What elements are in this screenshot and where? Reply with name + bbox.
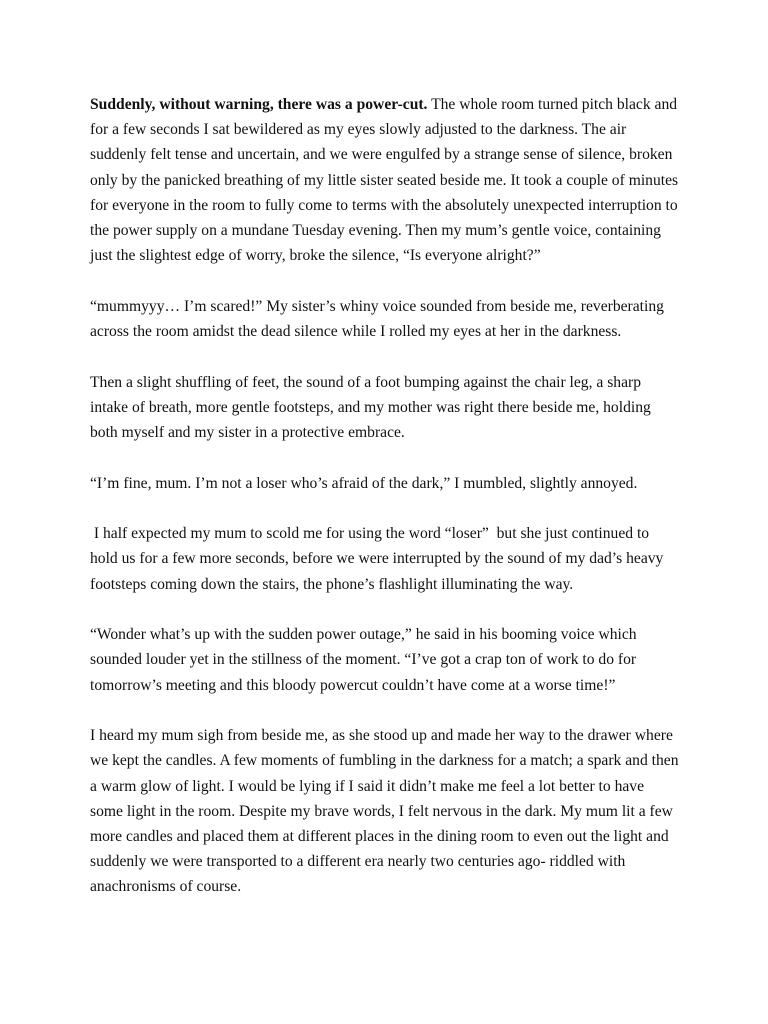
paragraph-6-text: “Wonder what’s up with the sudden power outage,” he said in his booming voice which sounded louder yet in the stillness of the moment. “I’ve got a crap ton of work to do for tomorrow’s meeting and this bloody powercut couldn’t have come at a worse time!” [90, 626, 637, 694]
paragraph-5 [90, 521, 680, 597]
paragraph-2 [90, 294, 680, 344]
paragraph-2-text: “mummyyy… I’m scared!” My sister’s whiny voice sounded from beside me, reverberating across the room amidst the dead silence while I rolled my eyes at her in the darkness. [90, 297, 664, 341]
paragraph-5-text: I half expected my mum to scold me for using the word “loser” but she just continued to hold us for a few more seconds, before we were interrupted by the sound of my dad’s heavy footsteps coming down the stairs, the phone’s flashlight illuminating the way. [90, 525, 668, 593]
paragraph-4 [90, 471, 680, 496]
paragraph-3-text: Then a slight shuffling of feet, the sound of a foot bumping against the chair leg, a sharp intake of breath, more gentle footsteps, and my mother was right there beside me, holding both myself and my sister in a protective embrace. [90, 373, 651, 442]
paragraph-4-text: “I’m fine, mum. I’m not a loser who’s afraid of the dark,” I mumbled, slightly annoyed. [90, 474, 638, 492]
paragraph-3 [90, 370, 680, 446]
paragraph-7 [90, 723, 680, 899]
paragraph-7-text: I heard my mum sigh from beside me, as she stood up and made her way to the drawer where we kept the candles. A few moments of fumbling in the darkness for a match; a spark and then a warm glow of light. I would be lying if I said it didn’t make me feel a lot better to have some light in the room. Despite my brave words, I felt nervous in the dark. My mum lit a few more candles and placed them at different places in the dining room to even out the light and suddenly we were transported to a different era nearly two centuries ago- riddled with anachronisms of course. [90, 727, 679, 896]
paragraph-1-text: The whole room turned pitch black and for a few seconds I sat bewildered as my eyes slowly adjusted to the darkness. The air suddenly felt tense and uncertain, and we were engulfed by a strange sense of silence, broken only by the panicked breathing of my little sister seated beside me. It took a couple of minutes for everyone in the room to fully come to terms with the absolutely unexpected interruption to the power supply on a mundane Tuesday evening. Then my mum’s gentle voice, containing just the slightest edge of worry, broke the silence, “Is everyone alright?” [90, 96, 679, 265]
paragraph-1 [90, 92, 680, 268]
paragraph-6 [90, 622, 680, 698]
paragraph-1-lead: Suddenly, without warning, there was a power-cut. [90, 96, 428, 113]
document-page [90, 92, 680, 925]
